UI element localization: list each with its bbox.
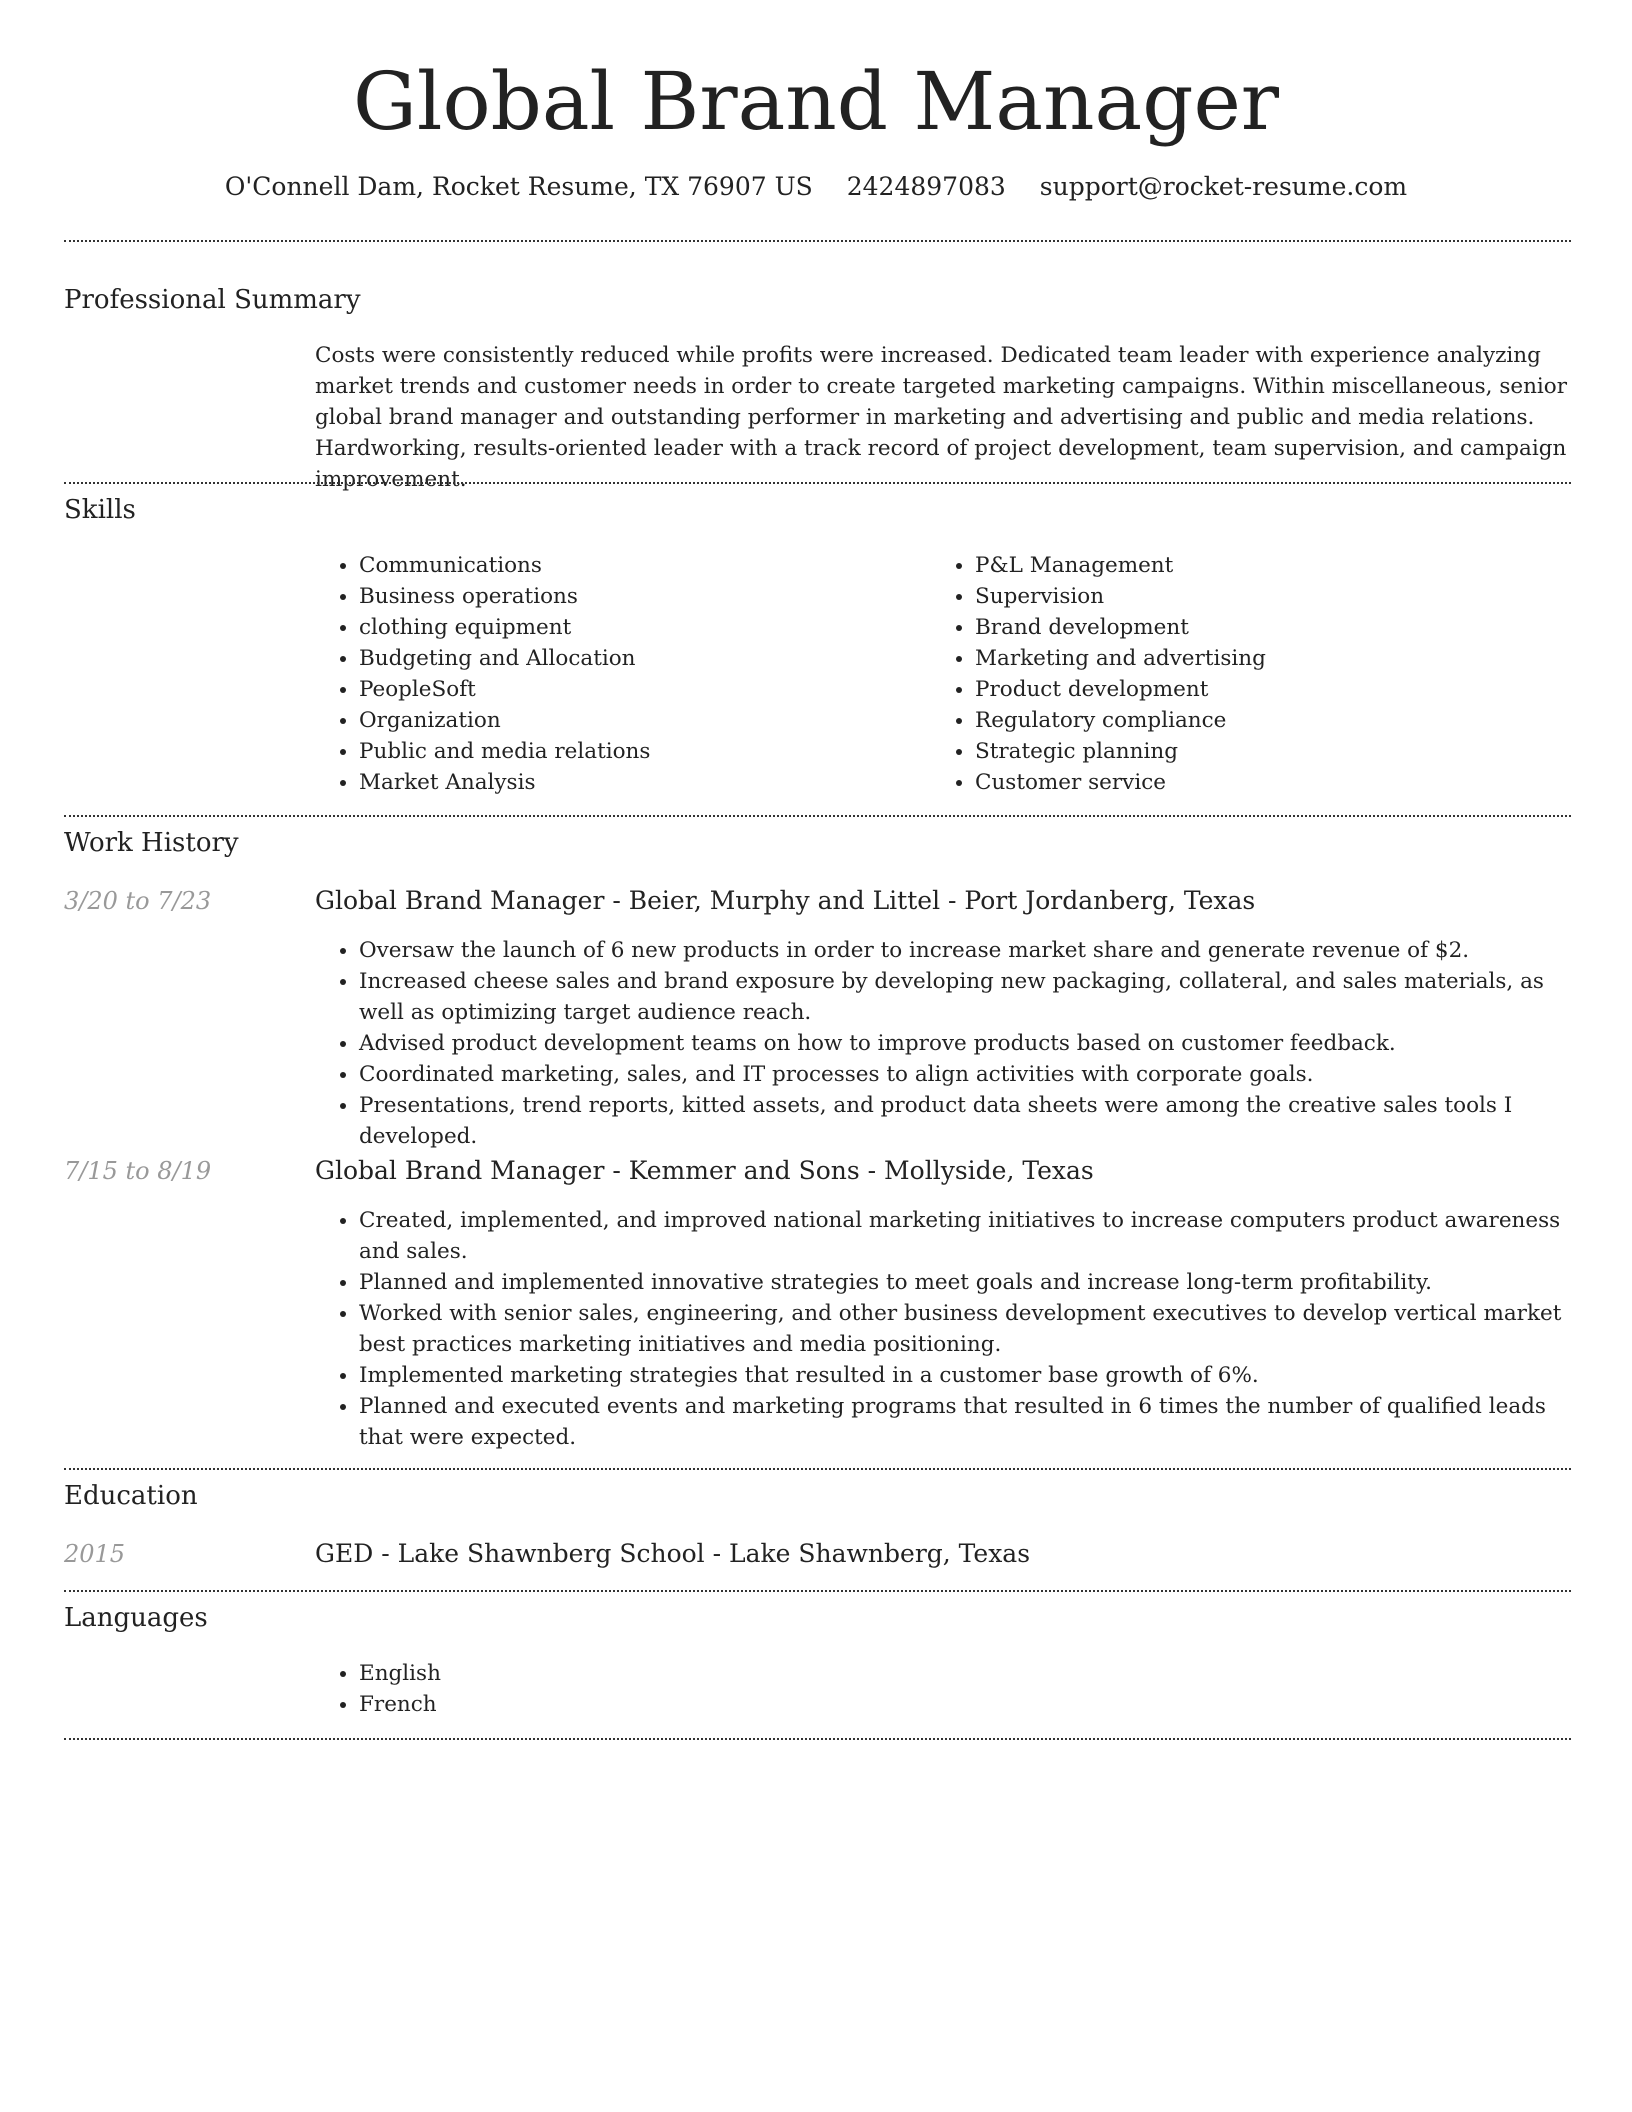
skills-column-right xyxy=(931,550,1547,798)
job-bullet: • Planned and executed events and marketing programs that resulted in 6 times the number of qualified leads that were expected. xyxy=(359,1391,1571,1453)
job-bullet: • Presentations, trend reports, kitted assets, and product data sheets were among the creative sales tools I developed. xyxy=(359,1090,1571,1152)
skill-item: • Marketing and advertising xyxy=(975,643,1547,674)
skill-item: • Customer service xyxy=(975,767,1547,798)
job-bullet: • Worked with senior sales, engineering, and other business development executives to develop vertical market best practices marketing initiatives and media positioning. xyxy=(359,1298,1571,1360)
section-divider xyxy=(64,482,1571,484)
skill-item: • Market Analysis xyxy=(359,767,931,798)
language-item: • English xyxy=(359,1658,1571,1689)
job-bullet: • Implemented marketing strategies that resulted in a customer base growth of 6%. xyxy=(359,1360,1571,1391)
education-year: 2015 xyxy=(64,1540,126,1568)
languages-section-title: Languages xyxy=(64,1603,208,1633)
skill-item: • Public and media relations xyxy=(359,736,931,767)
contact-line xyxy=(0,170,1632,204)
skill-item: • Business operations xyxy=(359,581,931,612)
job-dates: 7/15 to 8/19 xyxy=(64,1157,212,1185)
education-section-title: Education xyxy=(64,1481,198,1511)
summary-content xyxy=(315,340,1571,495)
section-divider xyxy=(64,1738,1571,1740)
skill-item: • Communications xyxy=(359,550,931,581)
job-bullet: • Coordinated marketing, sales, and IT processes to align activities with corporate goals. xyxy=(359,1059,1571,1090)
skill-item: • PeopleSoft xyxy=(359,674,931,705)
skill-item: • Regulatory compliance xyxy=(975,705,1547,736)
job-bullet: • Advised product development teams on how to improve products based on customer feedback. xyxy=(359,1028,1571,1059)
job-heading: Global Brand Manager - Kemmer and Sons - Mollyside, Texas xyxy=(315,1156,1094,1185)
skill-item: • Strategic planning xyxy=(975,736,1547,767)
job-bullet: • Increased cheese sales and brand exposure by developing new packaging, collateral, and sales materials, as well as optimizing target audience reach. xyxy=(359,966,1571,1028)
language-item: • French xyxy=(359,1689,1571,1720)
job-bullet: • Created, implemented, and improved national marketing initiatives to increase computers product awareness and sales. xyxy=(359,1205,1571,1267)
contact-phone: 2424897083 xyxy=(846,172,1006,201)
skill-item: • Budgeting and Allocation xyxy=(359,643,931,674)
job-bullet: • Planned and implemented innovative strategies to meet goals and increase long-term profitability. xyxy=(359,1267,1571,1298)
skills-section-title: Skills xyxy=(64,495,136,525)
skill-item: • Supervision xyxy=(975,581,1547,612)
work-section-title: Work History xyxy=(64,828,239,858)
skill-item: • Product development xyxy=(975,674,1547,705)
job-bullets xyxy=(315,1205,1571,1453)
summary-section-title: Professional Summary xyxy=(64,285,361,315)
section-divider xyxy=(64,1590,1571,1592)
skill-item: • Organization xyxy=(359,705,931,736)
skills-content xyxy=(315,550,1571,798)
skill-item: • P&L Management xyxy=(975,550,1547,581)
skill-item: • clothing equipment xyxy=(359,612,931,643)
contact-address: O'Connell Dam, Rocket Resume, TX 76907 US xyxy=(224,172,813,201)
languages-content xyxy=(315,1658,1571,1720)
resume-name: Global Brand Manager xyxy=(352,55,1280,148)
section-divider xyxy=(64,240,1571,242)
summary-text: Costs were consistently reduced while profits were increased. Dedicated team leader with experience analyzing market trends and customer needs in order to create targeted marketing campaigns. Within miscellaneous, senior global brand manager and outstanding performer in marketing and advertising and public and media relations. Hardworking, results-oriented leader with a track record of project development, team supervision, and campaign improvement. xyxy=(315,343,1568,492)
job-dates: 3/20 to 7/23 xyxy=(64,887,212,915)
job-bullets xyxy=(315,935,1571,1152)
section-divider xyxy=(64,815,1571,817)
skills-column-left xyxy=(315,550,931,798)
skill-item: • Brand development xyxy=(975,612,1547,643)
education-heading: GED - Lake Shawnberg School - Lake Shawnberg, Texas xyxy=(315,1539,1031,1568)
section-divider xyxy=(64,1468,1571,1470)
job-bullet: • Oversaw the launch of 6 new products in order to increase market share and generate revenue of $2. xyxy=(359,935,1571,966)
resume-header xyxy=(0,0,1632,204)
job-heading: Global Brand Manager - Beier, Murphy and Littel - Port Jordanberg, Texas xyxy=(315,886,1256,915)
contact-email: support@rocket-resume.com xyxy=(1039,172,1408,201)
